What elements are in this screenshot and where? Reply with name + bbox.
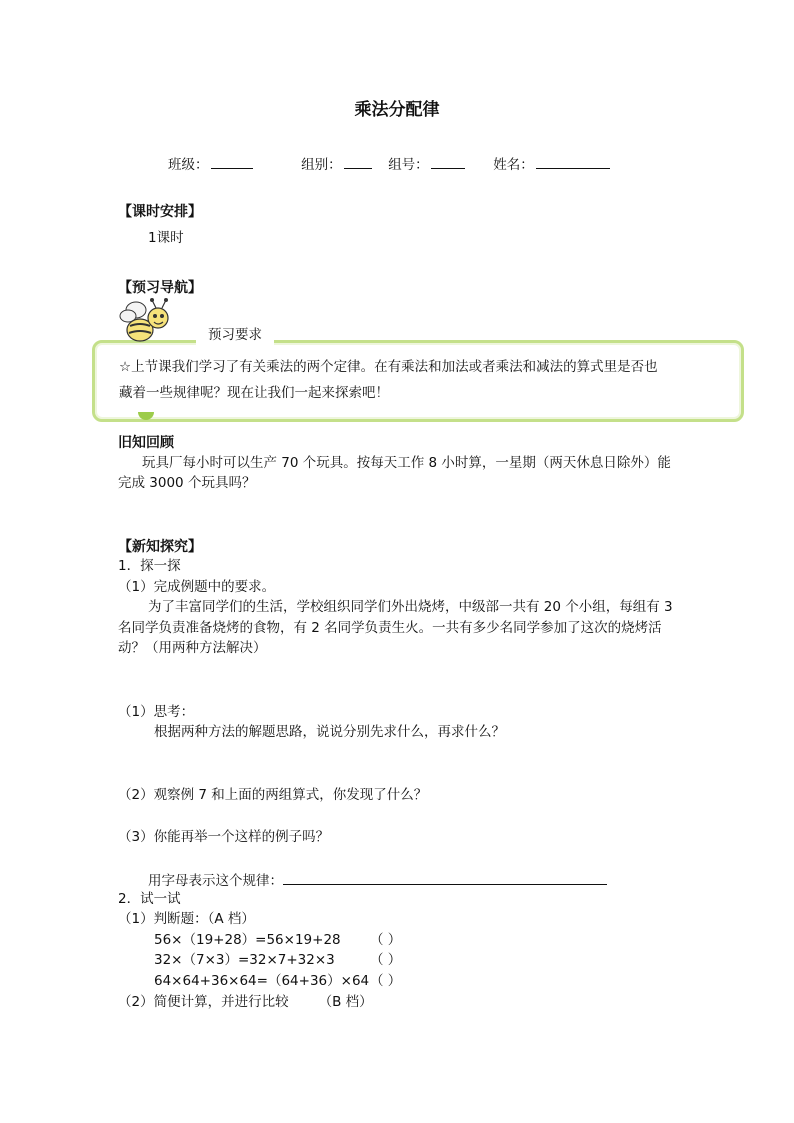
- number-label: 组号：: [388, 157, 429, 173]
- schedule-heading: 【课时安排】: [118, 204, 202, 220]
- think-label: （1）思考：: [118, 704, 195, 720]
- think-text: 根据两种方法的解题思路，说说分别先求什么，再求什么？: [154, 724, 505, 740]
- judge-answer-2[interactable]: （ ）: [370, 952, 402, 968]
- judge-answer-1[interactable]: （ ）: [370, 932, 402, 948]
- explore-sub-1: （1）完成例题中的要求。: [118, 579, 276, 595]
- judge-label: （1）判断题：（A 档）: [118, 911, 255, 927]
- preview-line-2: 藏着一些规律呢？现在让我们一起来探索吧！: [119, 385, 389, 401]
- group-label: 组别：: [301, 157, 342, 173]
- simple-calc-row: [118, 993, 373, 1011]
- judge-expr-3: 64×64+36×64=（64+36）×64: [154, 973, 370, 989]
- simple-calc-level: （B 档）: [318, 994, 373, 1010]
- preview-box-title: 预习要求: [196, 325, 274, 345]
- class-label: 班级：: [168, 157, 209, 173]
- preview-line-1: ☆上节课我们学习了有关乘法的两个定律。在有乘法和加法或者乘法和减法的算式里是否也: [119, 359, 658, 375]
- student-info-row: [168, 154, 610, 174]
- rule-blank[interactable]: [283, 869, 607, 885]
- name-label: 姓名：: [493, 157, 534, 173]
- rule-label: 用字母表示这个规律：: [148, 873, 283, 889]
- schedule-text: 1课时: [148, 230, 184, 246]
- problem-line-3: 动？（用两种方法解决）: [118, 640, 267, 656]
- review-heading: 旧知回顾: [118, 435, 174, 451]
- simple-calc-label: （2）简便计算，并进行比较: [118, 994, 289, 1010]
- problem-line-1: 为了丰富同学们的生活，学校组织同学们外出烧烤，中级部一共有 20 个小组，每组有 3: [148, 599, 673, 615]
- problem-line-2: 名同学负责准备烧烤的食物，有 2 名同学负责生火。一共有多少名同学参加了这次的烧烤活: [118, 620, 662, 636]
- judge-expr-1: 56×（19+28）=56×19+28: [154, 932, 341, 948]
- group-blank[interactable]: [344, 154, 372, 169]
- preview-heading: 【预习导航】: [118, 280, 202, 296]
- class-blank[interactable]: [211, 154, 253, 169]
- explore-heading: 【新知探究】: [118, 539, 202, 555]
- page-title: 乘法分配律: [354, 100, 440, 120]
- preview-box: [92, 340, 744, 422]
- explore-item-1: 1．探一探: [118, 558, 181, 574]
- review-line-1: 玩具厂每小时可以生产 70 个玩具。按每天工作 8 小时算，一星期（两天休息日除外）能: [142, 455, 671, 471]
- bee-icon: [116, 296, 176, 348]
- practice-item-2: 2．试一试: [118, 891, 181, 907]
- question-3: （3）你能再举一个这样的例子吗？: [118, 829, 330, 845]
- judge-expr-2: 32×（7×3）=32×7+32×3: [154, 952, 335, 968]
- judge-answer-3[interactable]: （ ）: [370, 973, 402, 989]
- review-line-2: 完成 3000 个玩具吗？: [118, 475, 256, 491]
- rule-row: [148, 869, 607, 890]
- question-2: （2）观察例 7 和上面的两组算式，你发现了什么？: [118, 787, 428, 803]
- number-blank[interactable]: [431, 154, 465, 169]
- name-blank[interactable]: [536, 154, 610, 169]
